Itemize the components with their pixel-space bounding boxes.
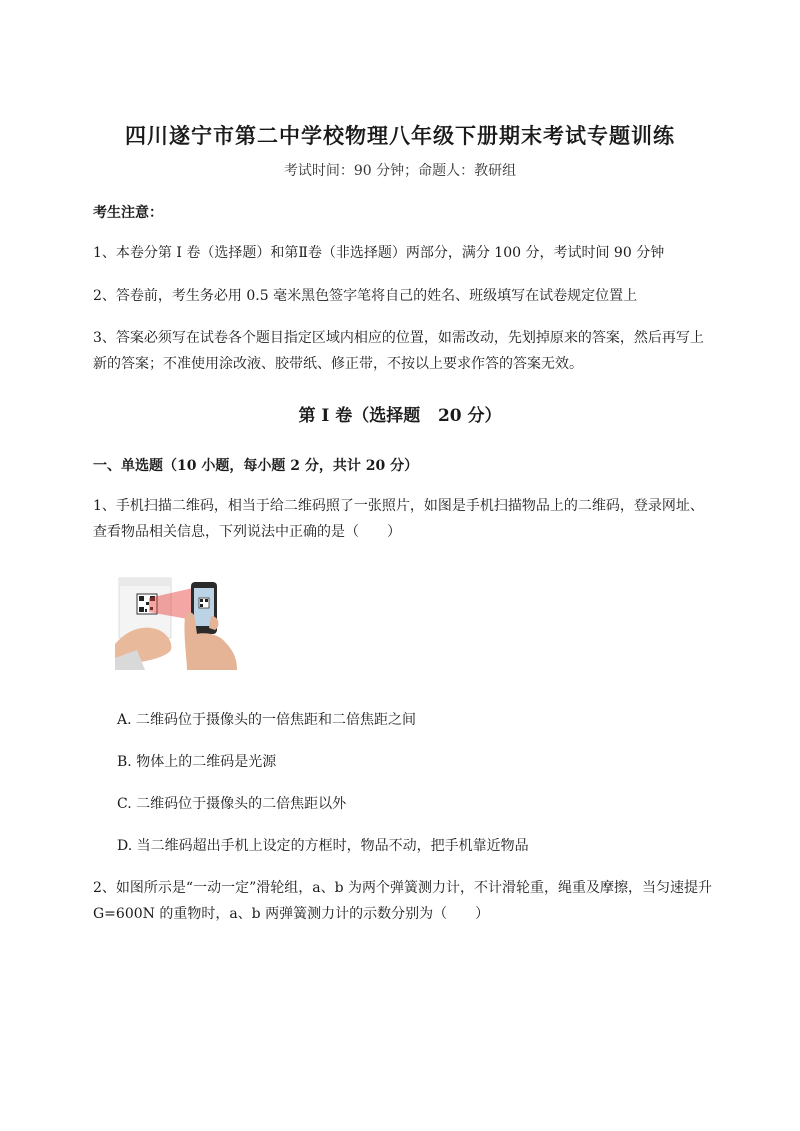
option-b: B. 物体上的二维码是光源 <box>117 754 277 770</box>
question-stem: 1、手机扫描二维码，相当于给二维码照了一张照片，如图是手机扫描物品上的二维码，登录网址、查看物品相关信息，下列说法中正确的是（ ） <box>93 498 704 540</box>
notice-heading: 考生注意： <box>93 205 163 221</box>
option-c: C. 二维码位于摄像头的二倍焦距以外 <box>117 796 347 812</box>
page-title: 四川遂宁市第二中学校物理八年级下册期末考试专题训练 <box>125 123 675 148</box>
option-d: D. 当二维码超出手机上设定的方框时，物品不动，把手机靠近物品 <box>117 838 529 854</box>
notice-item: 1、本卷分第 I 卷（选择题）和第Ⅱ卷（非选择题）两部分，满分 100 分，考试时间 90 分钟 <box>93 245 665 261</box>
section-heading: 第 I 卷（选择题 20 分） <box>298 406 502 426</box>
notice-item: 2、答卷前，考生务必用 0.5 毫米黑色签字笔将自己的姓名、班级填写在试卷规定位置上 <box>93 288 638 304</box>
part-heading: 一、单选题（10 小题，每小题 2 分，共计 20 分） <box>93 458 419 474</box>
qr-scan-illustration <box>115 572 237 670</box>
question-stem: 2、如图所示是“一动一定”滑轮组，a、b 为两个弹簧测力计，不计滑轮重，绳重及摩擦，当匀速提升 G=600N 的重物时，a、b 两弹簧测力计的示数分别为（ ） <box>93 880 712 922</box>
option-a: A. 二维码位于摄像头的一倍焦距和二倍焦距之间 <box>117 712 417 728</box>
notice-item: 3、答案必须写在试卷各个题目指定区域内相应的位置，如需改动，先划掉原来的答案，然后再写上新的答案；不准使用涂改液、胶带纸、修正带，不按以上要求作答的答案无效。 <box>93 330 704 372</box>
exam-info: 考试时间：90 分钟；命题人：教研组 <box>283 163 517 179</box>
